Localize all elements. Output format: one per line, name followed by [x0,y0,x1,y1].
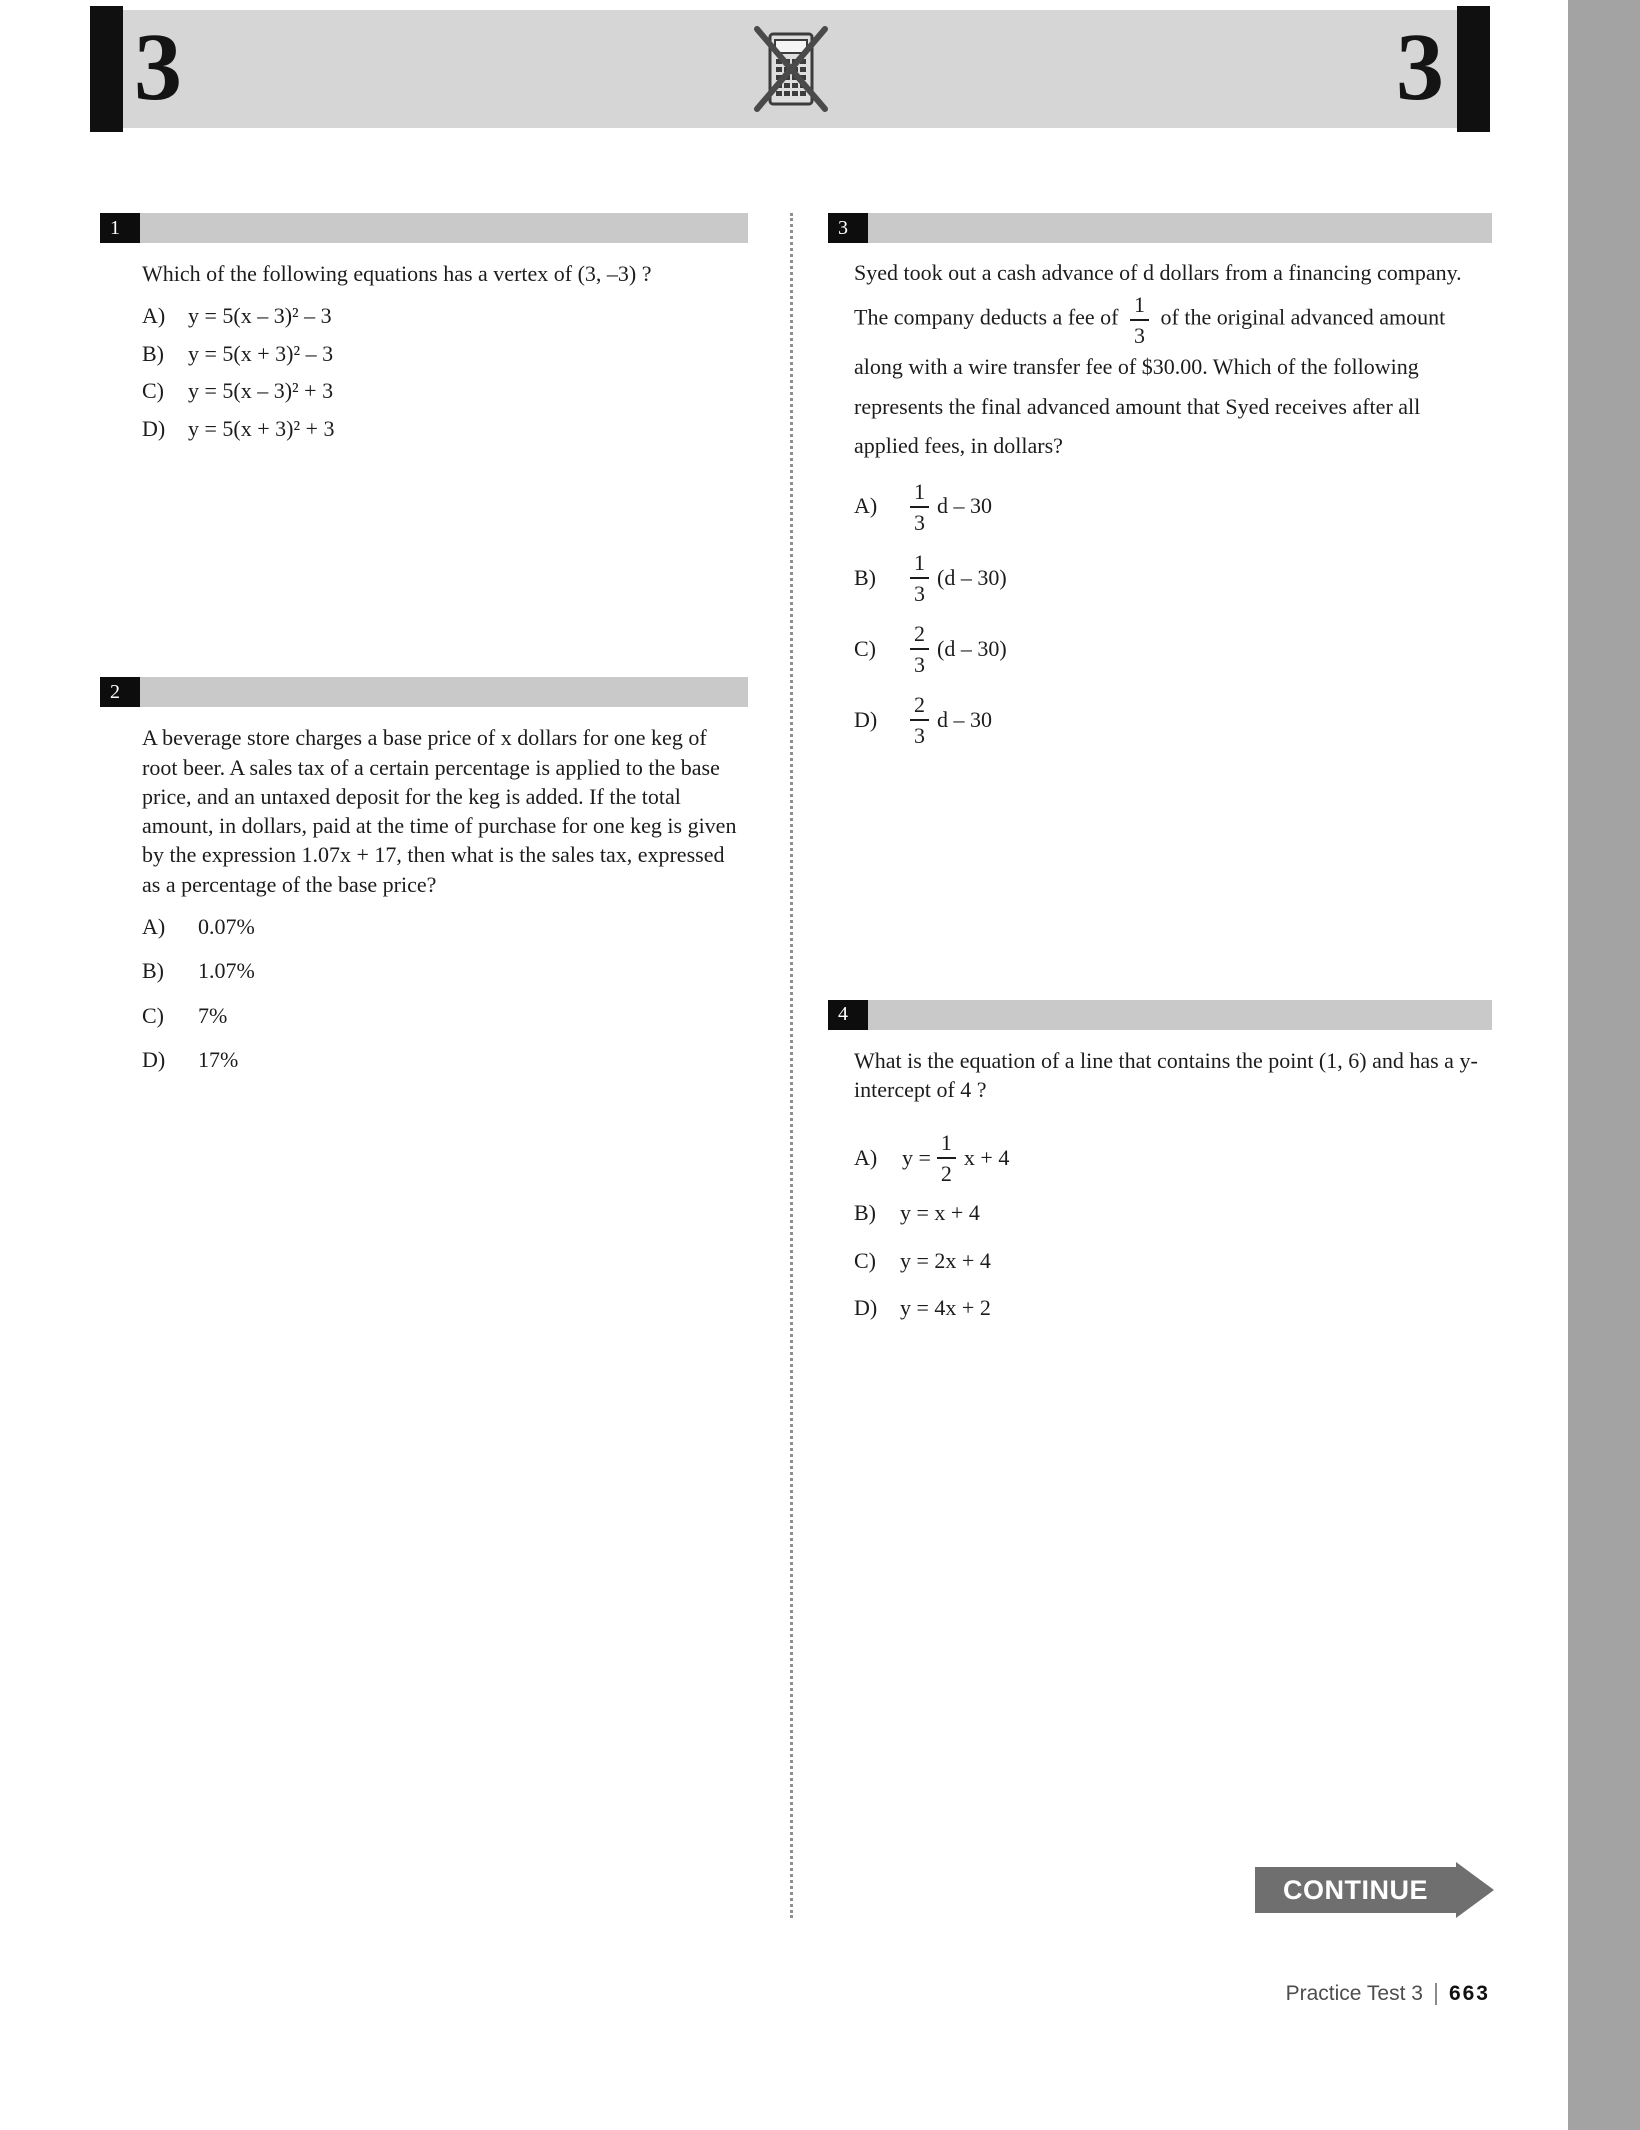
choice-letter: D) [854,706,878,732]
footer-test-label: Practice Test 3 [1285,1982,1423,2005]
question-stem: What is the equation of a line that contains the point (1, 6) and has a y-intercept of 4 ? [854,1047,1478,1102]
section-header-bar [90,10,1490,128]
fraction-denominator: 3 [914,581,925,607]
question-2 [100,677,748,1074]
fraction [910,550,929,605]
no-calculator-icon [747,20,833,118]
fraction-denominator: 3 [914,723,925,749]
choice-letter: A) [142,913,166,939]
question-header-bar [100,213,748,243]
choice-text: 0.07% [198,913,255,939]
choice-row [142,302,744,330]
fraction-numerator: 1 [1130,292,1149,321]
continue-label: CONTINUE [1255,1867,1456,1913]
choice-row [142,1046,744,1074]
column-divider [790,213,793,1918]
choice-row [142,957,744,985]
choice-text: y = 4x + 2 [900,1295,991,1321]
right-column [828,213,1492,1918]
question-number-badge: 1 [100,213,140,243]
question-stem: Which of the following equations has a vertex of (3, –3) ? [142,261,652,286]
choice-row [854,1199,1482,1227]
choice-letter: A) [854,1144,878,1170]
fraction [937,1130,956,1185]
continue-arrowhead [1456,1862,1494,1918]
question-header-bar [100,677,748,707]
question-stem [854,253,1482,465]
question-header-bar [828,1000,1492,1030]
choice-text: y = x + 4 [900,1200,980,1226]
fraction-denominator: 3 [914,652,925,678]
question-header-bar [828,213,1492,243]
choice-row [142,913,744,941]
choice-row [854,550,1482,605]
choice-row [142,1002,744,1030]
choice-text: d – 30 [937,706,992,732]
choice-text: d – 30 [937,493,992,519]
header-black-block-right [1457,6,1490,132]
stem-text-part: Syed took out a cash advance of d dollars from a financing company. The company deducts a fee of [854,260,1462,330]
question-number-badge: 3 [828,213,868,243]
choice-text: y = 5(x – 3)² – 3 [188,303,332,329]
fraction-denominator: 3 [1134,323,1145,349]
answer-choices [142,913,744,1074]
fraction-denominator: 2 [940,1161,952,1187]
section-number-right: 3 [1396,13,1444,121]
choice-text: y = 5(x + 3)² – 3 [188,340,334,366]
choice-row [854,1294,1482,1322]
choice-letter: C) [854,635,876,661]
choice-row [854,1247,1482,1275]
fraction [910,479,929,534]
choice-letter: D) [142,415,166,441]
choice-letter: D) [142,1047,166,1073]
fraction-denominator: 3 [914,509,925,535]
choice-letter: B) [854,1200,876,1226]
question-1 [100,213,748,442]
choice-letter: C) [142,1002,164,1028]
choice-row [854,621,1482,676]
fraction-numerator: 2 [910,692,929,721]
fraction [910,692,929,747]
choice-row [854,479,1482,534]
choice-text: x + 4 [963,1144,1010,1170]
fraction-numerator: 2 [910,621,929,650]
answer-choices [854,479,1482,748]
question-3 [828,213,1492,748]
question-4 [828,1000,1492,1322]
continue-arrow [1255,1862,1494,1918]
choice-row [142,340,744,368]
footer-separator [1435,1983,1437,2005]
choice-text: (d – 30) [937,635,1007,661]
choice-row [142,377,744,405]
page-footer [1286,1982,1490,2006]
choice-text: y = 2x + 4 [900,1247,991,1273]
footer-page-number: 663 [1448,1982,1490,2005]
fraction-numerator: 1 [910,550,929,579]
choice-text: y = 5(x – 3)² + 3 [188,378,334,404]
choice-text: 1.07% [198,958,255,984]
header-black-block-left [90,6,123,132]
stem-text-part: of the original advanced amount along with a wire transfer fee of $30.00. Which of the following represents the final advanced amount that Syed receives after all applied fees, in dollars? [854,304,1446,458]
fraction-numerator: 1 [910,479,929,508]
question-number-badge: 2 [100,677,140,707]
choice-row [142,415,744,443]
choice-text: 17% [198,1047,239,1073]
choice-text: y = 5(x + 3)² + 3 [188,415,335,441]
choice-letter: C) [854,1247,876,1273]
fraction [910,621,929,676]
choice-letter: C) [142,378,164,404]
choice-row [854,1130,1482,1185]
choice-text: 7% [198,1002,228,1028]
choice-letter: B) [142,340,164,366]
choice-row [854,692,1482,747]
choice-letter: B) [142,958,164,984]
choice-letter: B) [854,564,876,590]
choice-letter: D) [854,1295,878,1321]
choice-text-prefix: y = [902,1144,931,1170]
question-number-badge: 4 [828,1000,868,1030]
page-content [100,213,1492,1918]
answer-choices [142,302,744,442]
question-stem: A beverage store charges a base price of x dollars for one keg of root beer. A sales tax of a certain percentage is applied to the base price, and an untaxed deposit for the keg is added. If the total amount, in dollars, paid at the time of purchase for one keg is given by the expression 1.07x + 17, then what is the sales tax, expressed as a percentage of the base price? [142,725,737,897]
choice-text: (d – 30) [937,564,1007,590]
answer-choices [854,1130,1482,1322]
left-column [100,213,748,1918]
choice-letter: A) [854,493,878,519]
page-edge-strip [1568,0,1640,2130]
section-number-left: 3 [134,13,182,121]
choice-letter: A) [142,303,166,329]
fraction [1130,292,1149,347]
fraction-numerator: 1 [937,1130,956,1159]
